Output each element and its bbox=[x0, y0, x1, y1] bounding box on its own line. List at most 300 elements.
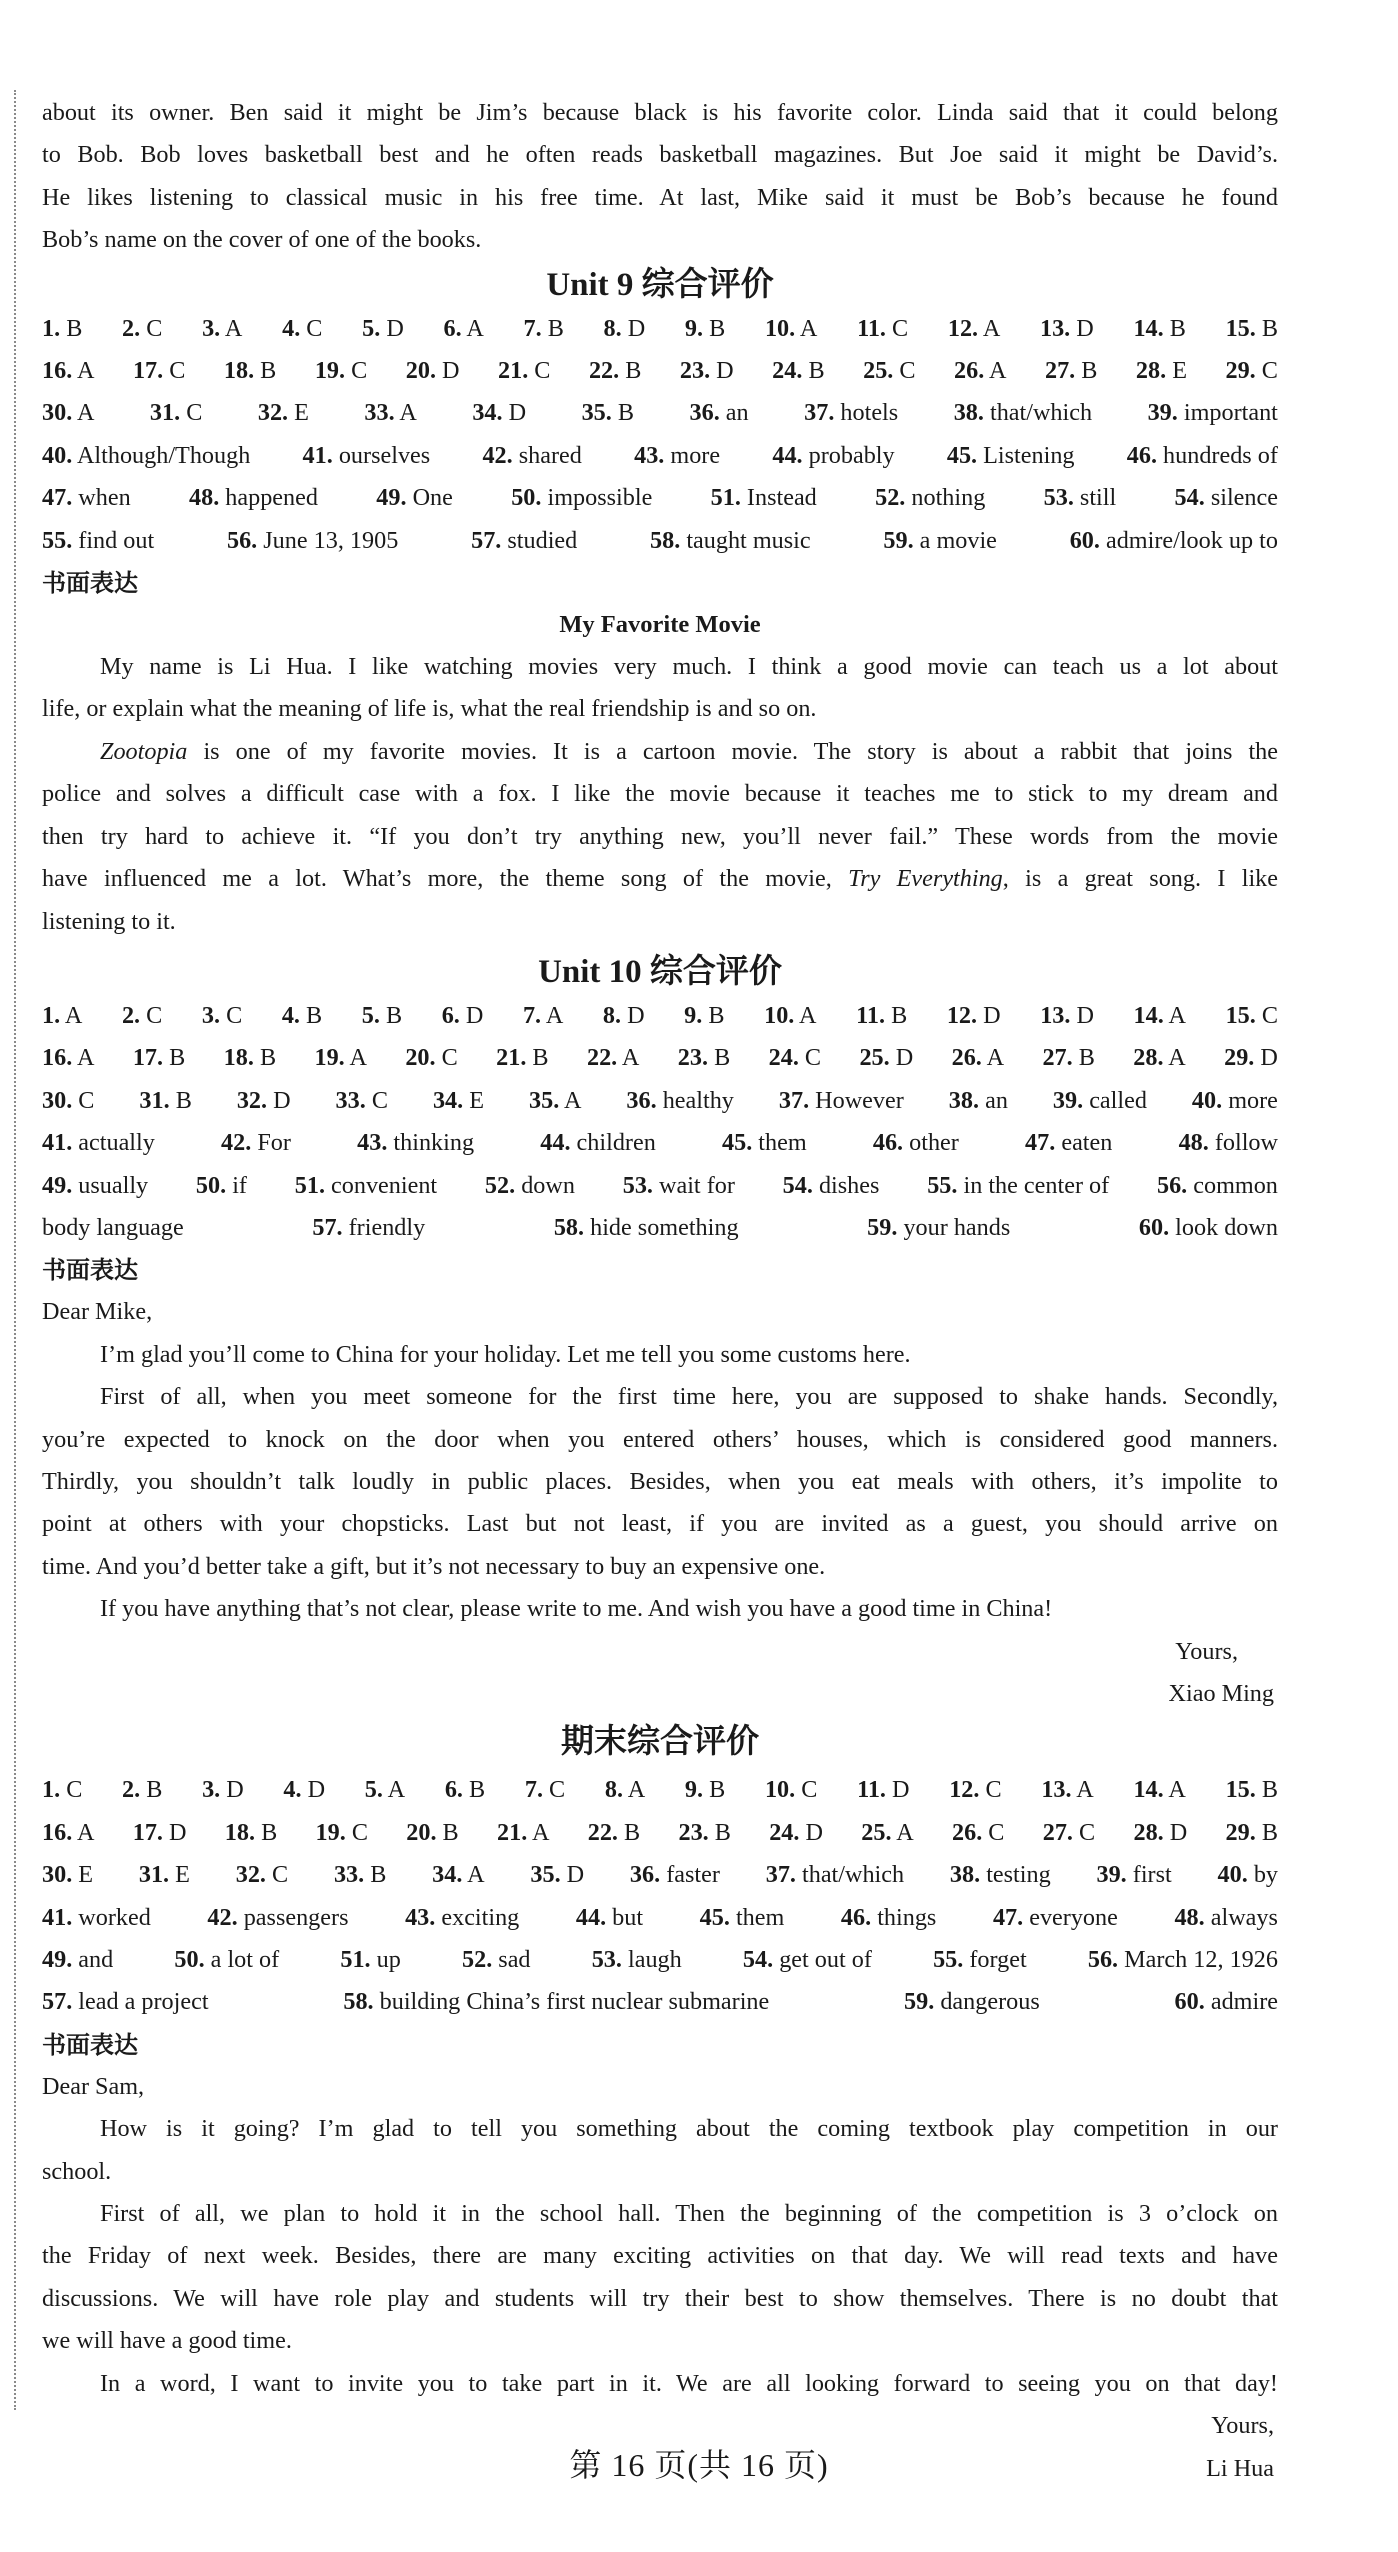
final-answer-item bbox=[1226, 1769, 1278, 1811]
answer-value: B bbox=[708, 1001, 725, 1029]
question-number: 38. bbox=[948, 1086, 980, 1114]
answer-value: B bbox=[624, 1818, 641, 1846]
answer-value: and bbox=[78, 1946, 114, 1974]
unit10-answer-item bbox=[554, 1207, 739, 1249]
question-number: 49. bbox=[376, 484, 407, 512]
final-writing-label: 书面表达 bbox=[42, 2030, 138, 2059]
answer-value: C bbox=[985, 1776, 1002, 1804]
answer-value: testing bbox=[986, 1861, 1051, 1889]
answer-value: look down bbox=[1175, 1213, 1278, 1241]
question-number: 45. bbox=[946, 441, 978, 469]
unit10-answer-item bbox=[1157, 1165, 1278, 1207]
question-number: 30. bbox=[42, 1086, 73, 1114]
question-number: 56. bbox=[1156, 1171, 1188, 1199]
answer-value: worked bbox=[78, 1903, 151, 1931]
answer-value: shared bbox=[518, 441, 582, 469]
answer-value: silence bbox=[1210, 484, 1278, 512]
final-answer-row bbox=[42, 1939, 1278, 1981]
question-number: 5. bbox=[361, 1001, 380, 1029]
final-answer-item bbox=[1175, 1981, 1278, 2023]
unit10-answer-item bbox=[1139, 1207, 1278, 1249]
unit9-answer-item bbox=[471, 520, 577, 562]
answer-value: that/which bbox=[989, 399, 1093, 427]
question-number: 3. bbox=[202, 1776, 221, 1804]
answer-value: B bbox=[370, 1861, 387, 1889]
question-number: 54. bbox=[742, 1946, 774, 1974]
unit10-answer-item bbox=[678, 1037, 730, 1079]
question-number: 32. bbox=[236, 1086, 268, 1114]
unit9-answer-item bbox=[42, 477, 131, 519]
final-answer-row bbox=[42, 1769, 1278, 1811]
question-number: 9. bbox=[684, 1776, 704, 1804]
answer-value: in the center of bbox=[963, 1171, 1110, 1199]
letter-line: time. And you’d better take a gift, but it’s not necessary to buy an expensive one. bbox=[42, 1552, 826, 1580]
question-number: 12. bbox=[949, 1776, 980, 1804]
question-number: 45. bbox=[722, 1129, 753, 1157]
unit9-answer-item bbox=[42, 308, 82, 350]
question-number: 46. bbox=[1126, 441, 1157, 469]
unit10-answer-item bbox=[1226, 995, 1278, 1037]
question-number: 9. bbox=[684, 1001, 703, 1029]
unit10-answer-item bbox=[856, 995, 907, 1037]
question-number: 5. bbox=[362, 314, 381, 342]
unit10-answer-item bbox=[221, 1122, 291, 1164]
unit10-closing: Yours, bbox=[1175, 1637, 1238, 1665]
final-answer-item bbox=[950, 1854, 1051, 1896]
final-answer-item bbox=[343, 1981, 769, 2023]
answer-value: follow bbox=[1214, 1129, 1278, 1157]
question-number: 55. bbox=[42, 526, 73, 554]
final-answer-item bbox=[685, 1769, 725, 1811]
question-number: 59. bbox=[904, 1988, 935, 2016]
question-number: 21. bbox=[497, 1818, 528, 1846]
question-number: 40. bbox=[1217, 1861, 1248, 1889]
answer-value: D bbox=[386, 314, 404, 342]
final-answer-item bbox=[1096, 1854, 1171, 1896]
question-number: 29. bbox=[1225, 357, 1256, 385]
unit10-answer-item bbox=[873, 1122, 959, 1164]
answer-value: C bbox=[169, 357, 186, 385]
question-number: 58. bbox=[553, 1213, 585, 1241]
question-number: 36. bbox=[689, 399, 720, 427]
answer-value: A bbox=[76, 1818, 95, 1846]
final-answer-item bbox=[1088, 1939, 1278, 1981]
question-number: 21. bbox=[498, 357, 529, 385]
final-answer-item bbox=[42, 1854, 93, 1896]
answer-value: things bbox=[877, 1903, 937, 1931]
question-number: 4. bbox=[281, 1001, 300, 1029]
final-answer-item bbox=[904, 1981, 1040, 2023]
question-number: 46. bbox=[840, 1903, 872, 1931]
question-number: 18. bbox=[224, 1818, 256, 1846]
answer-value: thinking bbox=[393, 1129, 475, 1157]
answer-value: D bbox=[1076, 1001, 1094, 1029]
question-number: 5. bbox=[364, 1776, 383, 1804]
question-number: 13. bbox=[1040, 1001, 1071, 1029]
unit10-answer-item bbox=[42, 1037, 94, 1079]
unit9-answer-item bbox=[406, 350, 460, 392]
unit10-answer-item bbox=[336, 1080, 388, 1122]
answer-value: probably bbox=[808, 441, 895, 469]
question-number: 32. bbox=[235, 1861, 266, 1889]
final-answer-item bbox=[993, 1897, 1118, 1939]
question-number: 4. bbox=[283, 1776, 302, 1804]
unit10-answer-item bbox=[540, 1122, 656, 1164]
question-number: 23. bbox=[677, 1044, 709, 1072]
question-number: 49. bbox=[42, 1171, 73, 1199]
final-answer-item bbox=[202, 1769, 244, 1811]
question-number: 6. bbox=[443, 314, 462, 342]
question-number: 35. bbox=[530, 1861, 561, 1889]
unit10-answer-row bbox=[42, 1037, 1278, 1079]
final-answer-item bbox=[605, 1769, 645, 1811]
answer-value: D bbox=[627, 1001, 645, 1029]
final-answer-item bbox=[933, 1939, 1027, 1981]
unit10-answer-item bbox=[42, 1207, 184, 1249]
question-number: 20. bbox=[406, 1818, 437, 1846]
answer-value: down bbox=[521, 1171, 575, 1199]
question-number: 50. bbox=[511, 484, 542, 512]
question-number: 24. bbox=[772, 357, 803, 385]
answer-value: find out bbox=[78, 526, 155, 554]
intro-line: Bob’s name on the cover of one of the books. bbox=[42, 226, 482, 254]
question-number: 2. bbox=[122, 314, 141, 342]
question-number: 16. bbox=[42, 1818, 73, 1846]
unit9-answer-item bbox=[364, 392, 416, 434]
question-number: 54. bbox=[782, 1171, 813, 1199]
answer-value: hide something bbox=[590, 1213, 739, 1241]
question-number: 47. bbox=[1025, 1129, 1056, 1157]
question-number: 2. bbox=[122, 1776, 141, 1804]
answer-value: C bbox=[549, 1776, 566, 1804]
answer-value: B bbox=[625, 357, 642, 385]
unit9-answer-item bbox=[650, 520, 811, 562]
answer-value: B bbox=[442, 1818, 459, 1846]
question-number: 59. bbox=[867, 1213, 898, 1241]
question-number: 15. bbox=[1225, 1001, 1256, 1029]
answer-value: A bbox=[988, 357, 1007, 385]
question-number: 60. bbox=[1069, 526, 1100, 554]
question-number: 1. bbox=[42, 1776, 61, 1804]
answer-value: A bbox=[349, 1044, 367, 1072]
question-number: 18. bbox=[223, 1044, 254, 1072]
answer-value: B bbox=[1078, 1044, 1095, 1072]
final-answer-item bbox=[861, 1812, 913, 1854]
answer-value: C bbox=[804, 1044, 822, 1072]
question-number: 3. bbox=[201, 1001, 221, 1029]
answer-value: C bbox=[1261, 1001, 1278, 1029]
answer-value: One bbox=[412, 484, 453, 512]
answer-value: A bbox=[531, 1818, 550, 1846]
question-number: 34. bbox=[472, 399, 503, 427]
question-number: 22. bbox=[588, 357, 620, 385]
answer-value: an bbox=[985, 1086, 1008, 1114]
question-number: 26. bbox=[951, 1044, 982, 1072]
answer-value: more bbox=[1228, 1086, 1278, 1114]
unit9-answer-item bbox=[604, 308, 646, 350]
question-number: 52. bbox=[462, 1946, 493, 1974]
unit10-answer-item bbox=[405, 1037, 457, 1079]
answer-value: called bbox=[1089, 1086, 1147, 1114]
final-answer-item bbox=[1133, 1769, 1185, 1811]
question-number: 28. bbox=[1133, 1818, 1164, 1846]
final-answer-row bbox=[42, 1981, 1278, 2023]
answer-value: D bbox=[226, 1776, 244, 1804]
answer-value: wait for bbox=[659, 1171, 735, 1199]
unit9-essay bbox=[42, 646, 1278, 943]
answer-value: C bbox=[441, 1044, 458, 1072]
movie-title: Zootopia bbox=[100, 737, 188, 765]
question-number: 26. bbox=[954, 357, 985, 385]
final-answer-item bbox=[841, 1897, 936, 1939]
answer-value: A bbox=[799, 314, 818, 342]
unit10-answer-item bbox=[1053, 1080, 1147, 1122]
answer-value: nothing bbox=[911, 484, 986, 512]
question-number: 51. bbox=[340, 1946, 371, 1974]
unit9-answer-item bbox=[863, 350, 915, 392]
question-number: 60. bbox=[1174, 1988, 1205, 2016]
question-number: 41. bbox=[42, 1129, 73, 1157]
question-number: 44. bbox=[540, 1129, 571, 1157]
final-answer-item bbox=[630, 1854, 720, 1896]
answer-value: up bbox=[376, 1946, 401, 1974]
essay-line: have influenced me a lot. What’s more, the theme song of the movie, Try Everything, is a great song. I like bbox=[42, 865, 1278, 893]
unit10-answer-row bbox=[42, 1207, 1278, 1249]
answer-value: For bbox=[257, 1129, 291, 1157]
question-number: 48. bbox=[189, 484, 220, 512]
unit9-answer-item bbox=[227, 520, 398, 562]
question-number: 8. bbox=[603, 314, 622, 342]
question-number: 35. bbox=[529, 1086, 560, 1114]
question-number: 40. bbox=[1191, 1086, 1223, 1114]
final-answer-item bbox=[139, 1854, 190, 1896]
question-number: 44. bbox=[575, 1903, 607, 1931]
unit10-answer-item bbox=[1133, 1037, 1185, 1079]
unit9-answer-item bbox=[685, 308, 725, 350]
question-number: 20. bbox=[405, 1044, 436, 1072]
unit10-answer-item bbox=[1224, 1037, 1278, 1079]
answer-value: C bbox=[226, 1001, 243, 1029]
question-number: 35. bbox=[581, 399, 612, 427]
answer-value: B bbox=[532, 1044, 549, 1072]
question-number: 8. bbox=[602, 1001, 622, 1029]
question-number: 47. bbox=[42, 484, 73, 512]
answer-value: studied bbox=[507, 526, 578, 554]
unit9-answer-item bbox=[1127, 435, 1278, 477]
answer-value: A bbox=[799, 1001, 817, 1029]
letter-line: the Friday of next week. Besides, there are many exciting activities on that day. We will read texts and have bbox=[42, 2242, 1278, 2270]
answer-value: A bbox=[1076, 1776, 1094, 1804]
answer-value: A bbox=[1168, 1776, 1186, 1804]
unit10-answer-item bbox=[42, 1080, 94, 1122]
question-number: 23. bbox=[678, 1818, 709, 1846]
question-number: 47. bbox=[992, 1903, 1024, 1931]
question-number: 36. bbox=[626, 1086, 657, 1114]
answer-value: C bbox=[78, 1086, 95, 1114]
final-heading: 期末综合评价 bbox=[561, 1724, 759, 1761]
final-answer-item bbox=[525, 1769, 565, 1811]
unit9-answer-item bbox=[947, 435, 1075, 477]
answer-value: by bbox=[1253, 1861, 1278, 1889]
final-answer-item bbox=[530, 1854, 584, 1896]
unit10-answer-item bbox=[769, 1037, 821, 1079]
unit9-answer-item bbox=[150, 392, 202, 434]
question-number: 51. bbox=[710, 484, 741, 512]
question-number: 17. bbox=[132, 1044, 164, 1072]
letter-line: How is it going? I’m glad to tell you something about the coming textbook play competition in our bbox=[100, 2115, 1278, 2143]
final-answer-item bbox=[225, 1812, 277, 1854]
unit9-answer-item bbox=[315, 350, 367, 392]
question-number: 42. bbox=[221, 1129, 252, 1157]
question-number: 48. bbox=[1174, 1903, 1205, 1931]
answer-value: get out of bbox=[779, 1946, 872, 1974]
unit10-answer-item bbox=[42, 1165, 148, 1207]
answer-value: C bbox=[988, 1818, 1005, 1846]
answer-value: B bbox=[1261, 314, 1278, 342]
answer-value: C bbox=[371, 1086, 388, 1114]
question-number: 55. bbox=[927, 1171, 958, 1199]
answer-value: B bbox=[169, 1044, 186, 1072]
question-number: 57. bbox=[42, 1988, 73, 2016]
unit9-answer-item bbox=[857, 308, 908, 350]
answer-value: C bbox=[146, 1001, 163, 1029]
unit10-answer-item bbox=[947, 995, 1001, 1037]
unit9-answer-item bbox=[1136, 350, 1187, 392]
unit10-answer-item bbox=[722, 1122, 807, 1164]
unit9-answer-item bbox=[498, 350, 550, 392]
question-number: 34. bbox=[432, 1861, 463, 1889]
answer-value: convenient bbox=[331, 1171, 438, 1199]
final-answer-row bbox=[42, 1897, 1278, 1939]
answer-value: B bbox=[714, 1044, 731, 1072]
unit10-answer-item bbox=[626, 1080, 733, 1122]
question-number: 13. bbox=[1041, 1776, 1072, 1804]
answer-value: Although/Though bbox=[76, 441, 251, 469]
unit9-answer-item bbox=[582, 392, 634, 434]
final-answer-item bbox=[462, 1939, 531, 1981]
final-answer-item bbox=[1041, 1769, 1093, 1811]
unit9-answer-item bbox=[1225, 350, 1277, 392]
answer-value: other bbox=[909, 1129, 959, 1157]
question-number: 16. bbox=[42, 1044, 73, 1072]
final-answer-item bbox=[122, 1769, 162, 1811]
question-number: 19. bbox=[314, 1044, 345, 1072]
unit9-answer-item bbox=[1148, 392, 1278, 434]
letter-line: you’re expected to knock on the door when you entered others’ houses, which is considered good manners. bbox=[42, 1425, 1278, 1453]
unit10-answer-row bbox=[42, 1165, 1278, 1207]
unit9-answer-item bbox=[482, 435, 581, 477]
unit10-letter bbox=[42, 1334, 1278, 1631]
question-number: 11. bbox=[856, 1001, 886, 1029]
question-number: 19. bbox=[315, 1818, 346, 1846]
unit9-answer-item bbox=[224, 350, 276, 392]
intro-line: about its owner. Ben said it might be Jim’s because black is his favorite color. Linda said that it could belong bbox=[42, 99, 1278, 126]
question-number: 29. bbox=[1224, 1044, 1255, 1072]
letter-line: point at others with your chopsticks. Last but not least, if you are invited as a guest, you should arrive on bbox=[42, 1510, 1278, 1538]
question-number: 11. bbox=[857, 1776, 886, 1804]
question-number: 22. bbox=[586, 1044, 618, 1072]
question-number: 46. bbox=[872, 1129, 904, 1157]
final-answer-item bbox=[1226, 1812, 1278, 1854]
essay-line: My name is Li Hua. I like watching movies very much. I think a good movie can teach us a lot about bbox=[100, 653, 1278, 681]
answer-value: B bbox=[1169, 314, 1186, 342]
letter-line: Thirdly, you shouldn’t talk loudly in public places. Besides, when you eat meals with others, it’s impolite to bbox=[42, 1467, 1278, 1495]
answer-value: eaten bbox=[1061, 1129, 1113, 1157]
answer-value: B bbox=[808, 357, 825, 385]
page-footer: 第 16 页(共 16 页) bbox=[569, 2447, 829, 2483]
unit10-answer-item bbox=[196, 1165, 247, 1207]
unit10-answer-item bbox=[362, 995, 402, 1037]
question-number: 33. bbox=[333, 1861, 365, 1889]
answer-value: C bbox=[899, 357, 916, 385]
question-number: 42. bbox=[207, 1903, 238, 1931]
question-number: 38. bbox=[953, 399, 984, 427]
question-number: 30. bbox=[42, 399, 73, 427]
unit9-answer-item bbox=[772, 350, 824, 392]
question-number: 39. bbox=[1096, 1861, 1127, 1889]
answer-value: that/which bbox=[802, 1861, 905, 1889]
unit10-answer-item bbox=[587, 1037, 639, 1079]
answer-value: However bbox=[815, 1086, 904, 1114]
question-number: 53. bbox=[622, 1171, 653, 1199]
question-number: 57. bbox=[312, 1213, 343, 1241]
answer-value: B bbox=[175, 1086, 192, 1114]
answer-value: them bbox=[735, 1903, 785, 1931]
answer-value: passengers bbox=[243, 1903, 349, 1931]
answer-value: A bbox=[76, 1044, 95, 1072]
unit9-answer-item bbox=[1040, 308, 1094, 350]
unit10-answer-item bbox=[529, 1080, 581, 1122]
answer-value: B bbox=[714, 1818, 731, 1846]
question-number: 14. bbox=[1133, 314, 1164, 342]
question-number: 30. bbox=[42, 1861, 73, 1889]
answer-value: ourselves bbox=[338, 441, 431, 469]
unit9-answer-row bbox=[42, 520, 1278, 562]
answer-value: A bbox=[466, 314, 484, 342]
question-number: 22. bbox=[587, 1818, 618, 1846]
answer-value: body language bbox=[42, 1213, 184, 1241]
question-number: 31. bbox=[149, 399, 181, 427]
answer-value: impossible bbox=[547, 484, 653, 512]
answer-value: A bbox=[621, 1044, 640, 1072]
question-number: 20. bbox=[405, 357, 436, 385]
question-number: 27. bbox=[1042, 1818, 1073, 1846]
final-answer-item bbox=[42, 1981, 209, 2023]
question-number: 10. bbox=[764, 1776, 796, 1804]
unit9-answer-item bbox=[362, 308, 404, 350]
letter-line: school. bbox=[42, 2157, 112, 2185]
final-answer-item bbox=[445, 1769, 485, 1811]
unit10-answer-item bbox=[783, 1165, 880, 1207]
answer-value: B bbox=[1261, 1818, 1278, 1846]
unit10-answers bbox=[42, 995, 1278, 1249]
unit9-answer-item bbox=[42, 520, 154, 562]
unit10-answer-item bbox=[357, 1122, 474, 1164]
question-number: 60. bbox=[1138, 1213, 1170, 1241]
question-number: 1. bbox=[42, 1001, 61, 1029]
question-number: 36. bbox=[629, 1861, 661, 1889]
answer-value: a lot of bbox=[210, 1946, 280, 1974]
essay-line: Zootopia is one of my favorite movies. It is a cartoon movie. The story is about a rabbit that joins the bbox=[100, 737, 1278, 765]
essay-line: police and solves a difficult case with a fox. I like the movie because it teaches me to stick to my dream and bbox=[42, 780, 1278, 808]
answer-value: D bbox=[805, 1818, 823, 1846]
question-number: 12. bbox=[947, 314, 979, 342]
essay-line: then try hard to achieve it. “If you don’t try anything new, you’ll never fail.” These words from the movie bbox=[42, 822, 1278, 850]
answer-value: B bbox=[66, 314, 83, 342]
answer-value: friendly bbox=[348, 1213, 426, 1241]
answer-value: B bbox=[306, 1001, 323, 1029]
question-number: 18. bbox=[223, 357, 255, 385]
